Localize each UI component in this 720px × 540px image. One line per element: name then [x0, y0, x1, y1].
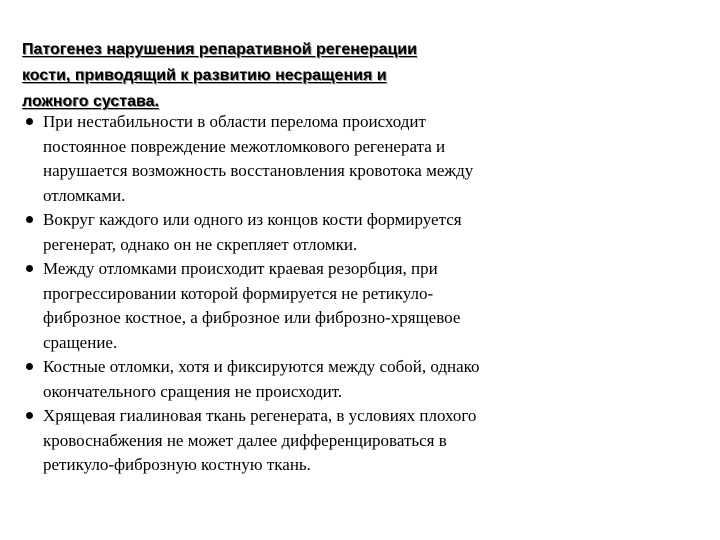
bullet-dot-icon	[26, 265, 33, 272]
bullet-dot-icon	[26, 216, 33, 223]
bullet-line: прогрессировании которой формируется не ретикуло-	[43, 283, 434, 303]
bullet-line: фиброзное костное, а фиброзное или фиброзно-хрящевое	[43, 308, 461, 327]
bullet-line: Между отломками происходит краевая резорбция, при	[43, 259, 438, 278]
bullet-item	[20, 404, 580, 478]
bullet-line: Костные отломки, хотя и фиксируются между собой, однако	[43, 357, 480, 376]
bullet-line: регенерат, однако он не скрепляет отломки.	[43, 234, 358, 254]
bullet-line: окончательного сращения не происходит.	[43, 381, 343, 401]
slide-title	[22, 37, 522, 115]
bullet-line: ретикуло-фиброзную костную ткань.	[43, 455, 311, 474]
bullet-line: Хрящевая гиалиновая ткань регенерата, в условиях плохого	[43, 406, 477, 425]
bullet-line: При нестабильности в области перелома происходит	[43, 112, 426, 131]
bullet-line: постоянное повреждение межотломкового регенерата и	[43, 136, 446, 156]
bullet-dot-icon	[26, 363, 33, 370]
title-line: Патогенез нарушения репаративной регенерации	[22, 41, 417, 58]
bullet-item	[20, 355, 580, 404]
bullet-line: нарушается возможность восстановления кровотока между	[43, 161, 474, 180]
bullet-dot-icon	[26, 412, 33, 419]
title-line: кости, приводящий к развитию несращения и	[22, 67, 387, 84]
bullet-line: кровоснабжения не может далее дифференцироваться в	[43, 430, 447, 450]
bullet-line: отломками.	[43, 185, 126, 205]
bullet-item	[20, 208, 580, 257]
title-line: ложного сустава.	[22, 93, 159, 110]
bullet-line: Вокруг каждого или одного из концов кости формируется	[43, 210, 462, 229]
bullet-dot-icon	[26, 118, 33, 125]
bullet-line: сращение.	[43, 332, 118, 352]
bullet-list	[20, 110, 580, 478]
bullet-item	[20, 110, 580, 208]
bullet-item	[20, 257, 580, 355]
